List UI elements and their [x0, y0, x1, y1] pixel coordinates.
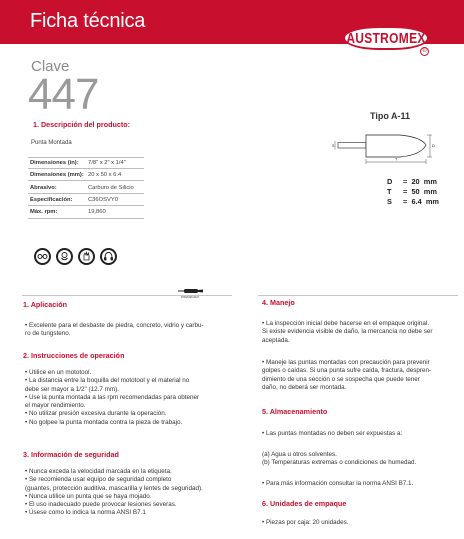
- spec-label: Dimensiones (mm):: [30, 172, 84, 178]
- almacenamiento-note: • Para más información consultar la norma ANSI B7.1.: [262, 480, 414, 487]
- spec-value: 20 x 50 x 6.4: [88, 172, 122, 178]
- gloves-icon: [78, 248, 95, 265]
- spec-value: C36OSVY0: [88, 197, 118, 203]
- dimension-row: S = 6.4 mm: [387, 197, 439, 206]
- spec-label: Especificación:: [30, 197, 73, 203]
- spec-label: Máx. rpm:: [30, 209, 58, 215]
- shank-letter: S: [332, 144, 335, 148]
- aplicacion-text: • Excelente para el desbaste de piedra, concreto, vidrio y carbu- ro de tungsteno.: [25, 322, 204, 338]
- almacenamiento-items: (a) Agua u otros solventes. (b) Temperaturas extremas o condiciones de humedad.: [262, 451, 417, 467]
- clave-value: 447: [28, 70, 99, 119]
- section-title-empaque: 6. Unidades de empaque: [262, 499, 347, 508]
- safety-glasses-icon: [34, 248, 51, 265]
- section-title-aplicacion: 1. Aplicación: [23, 300, 68, 309]
- spec-divider: [28, 180, 144, 181]
- ear-protection-icon: [100, 248, 117, 265]
- section-divider: [258, 295, 458, 296]
- brand-oval: [343, 26, 429, 50]
- seguridad-text: • Nunca exceda la velocidad marcada en la etiqueta. • Se recomienda usar equipo de seguridad completo (guantes, protección auditiva, mascarilla y lentes de seguridad). • Nunca utilice un punta que se haya mojado. • El uso inadecuado puede provocar lesiones severas. • Úsese como lo indica la norma ANSI B7.1: [25, 468, 203, 517]
- spec-divider: [28, 218, 144, 219]
- dimension-row: T = 50 mm: [387, 187, 437, 196]
- spec-divider: [28, 205, 144, 206]
- spec-divider: [28, 193, 144, 194]
- clave-label: Clave: [31, 58, 70, 75]
- registered-mark: ®: [420, 47, 429, 56]
- brand-logo: [341, 26, 433, 56]
- page-title: Ficha técnica: [30, 10, 146, 32]
- mounted-point-drawing: [326, 126, 436, 166]
- brand-name: AUSTROMEX: [346, 29, 426, 47]
- spec-value: 19,860: [88, 209, 106, 215]
- length-letter: T: [395, 157, 398, 162]
- dimension-row: D = 20 mm: [387, 177, 437, 186]
- instrucciones-text: • Utilice en un mototool. • La distancia entre la boquilla del mototool y el material no debe ser mayor a 1/2" (12.7 mm). • Use la punta montada a las rpm recomendadas para obtener el mayor rendimiento. • No utilizar presión excesiva durante la operación. • No golpee la punta montada contra la pieza de trabajo.: [25, 369, 200, 426]
- spec-divider: [28, 157, 144, 158]
- spec-divider: [28, 168, 144, 169]
- product-name: Punta Montada: [31, 140, 72, 146]
- respirator-mask-icon: [56, 248, 73, 265]
- section-title-seguridad: 3. Información de seguridad: [23, 450, 119, 459]
- diameter-letter: D: [432, 144, 435, 148]
- empaque-text: • Piezas por caja: 20 unidades.: [262, 519, 349, 526]
- spec-label: Dimensiones (in):: [30, 160, 79, 166]
- section-title-almacenamiento: 5. Almacenamiento: [262, 407, 328, 416]
- section-divider: [22, 295, 232, 296]
- almacenamiento-intro: • Las puntas montadas no deben ser expuestas a:: [262, 430, 403, 437]
- section-title-manejo: 4. Manejo: [262, 298, 295, 307]
- spec-value: Carburo de Silicio: [88, 185, 134, 191]
- manejo-text-2: • Maneje las puntas montadas con precaución para prevenir golpes o caídas. Si una punta sufre caída, fractura, despren- dimiento de una sección o se sospecha que puede tener daño, no deberá ser montada.: [262, 359, 432, 391]
- section-title-instrucciones: 2. Instrucciones de operación: [23, 351, 125, 360]
- spec-value: 7/8" x 2" x 1/4": [88, 160, 126, 166]
- mototool-label: Mototool: [181, 294, 199, 299]
- product-section-title: 1. Descripción del producto:: [33, 120, 131, 129]
- drawing-title: Tipo A-11: [370, 111, 411, 121]
- manejo-text-1: • La inspección inicial debe hacerse en el empaque original. Si existe evidencia visible de daño, la mercancía no debe ser aceptada.: [262, 320, 433, 344]
- spec-label: Abrasivo:: [30, 185, 57, 191]
